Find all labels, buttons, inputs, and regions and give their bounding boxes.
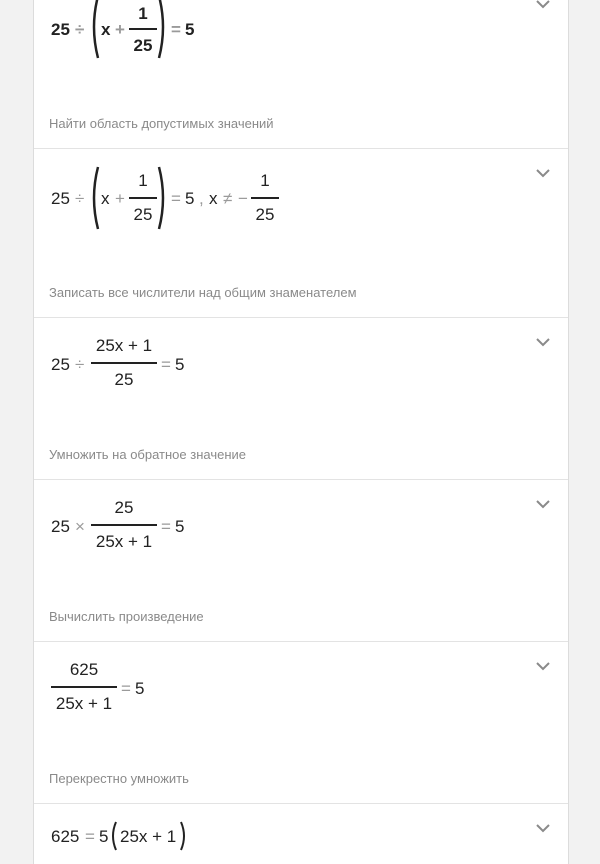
fraction-denominator: 25	[114, 370, 134, 389]
divide-sign: ÷	[75, 189, 85, 208]
step-expression	[51, 496, 351, 556]
dividend: 25	[51, 355, 70, 374]
close-paren	[157, 0, 169, 60]
equals-sign: =	[85, 827, 95, 846]
fraction-denominator: 25x + 1	[55, 694, 113, 713]
fraction	[129, 171, 157, 233]
step-expression	[51, 0, 351, 70]
multiply-sign: ×	[75, 517, 85, 536]
plus-sign: +	[115, 189, 125, 208]
step-expression	[51, 334, 351, 394]
fraction-numerator: 1	[138, 4, 148, 23]
chevron-down-icon[interactable]	[536, 169, 550, 183]
fraction	[91, 336, 157, 394]
solution-step-5[interactable]	[34, 642, 568, 803]
result: 5	[135, 679, 145, 698]
result: 5	[175, 517, 185, 536]
close-paren	[179, 820, 188, 852]
step-hint: Найти область допустимых значений	[49, 116, 274, 131]
variable-x: x	[101, 20, 111, 39]
fraction-numerator: 25	[114, 498, 134, 517]
fraction-denominator: 25x + 1	[95, 532, 153, 551]
equals-sign: =	[161, 355, 171, 374]
equals-sign: =	[161, 517, 171, 536]
chevron-down-icon[interactable]	[536, 824, 550, 838]
dividend: 25	[51, 20, 70, 39]
chevron-down-icon[interactable]	[536, 500, 550, 514]
chevron-down-icon[interactable]	[536, 338, 550, 352]
fraction-numerator: 25x + 1	[95, 336, 153, 355]
inner-expression: 25x + 1	[120, 827, 177, 846]
solution-step-1[interactable]	[34, 0, 568, 148]
step-hint: Вычислить произведение	[49, 609, 204, 624]
result: 5	[185, 20, 195, 39]
constraint-fraction	[251, 171, 279, 233]
fraction	[51, 660, 117, 718]
open-paren	[109, 820, 118, 852]
chevron-down-icon[interactable]	[536, 0, 550, 14]
plus-sign: +	[115, 20, 125, 39]
fraction-numerator: 1	[138, 171, 148, 190]
equals-sign: =	[171, 20, 181, 39]
chevron-down-icon[interactable]	[536, 662, 550, 676]
solution-step-6[interactable]	[34, 804, 568, 864]
fraction-denominator: 25	[255, 205, 275, 224]
fraction-numerator: 625	[69, 660, 99, 679]
solution-steps-panel	[33, 0, 569, 864]
step-expression	[51, 163, 371, 233]
coefficient: 5	[99, 827, 109, 846]
equals-sign: =	[121, 679, 131, 698]
lhs-value: 625	[51, 827, 80, 846]
step-hint: Записать все числители над общим знаменателем	[49, 285, 357, 300]
open-paren	[88, 165, 100, 231]
fraction	[91, 498, 157, 556]
variable-x: x	[101, 189, 110, 208]
multiplicand: 25	[51, 517, 70, 536]
step-hint: Перекрестно умножить	[49, 771, 189, 786]
comma: ,	[199, 189, 204, 208]
open-paren	[88, 0, 100, 60]
fraction-bar	[91, 524, 157, 526]
solution-step-4[interactable]	[34, 480, 568, 641]
divide-sign: ÷	[75, 355, 85, 374]
fraction-numerator: 1	[260, 171, 270, 190]
fraction-denominator: 25	[133, 205, 153, 224]
dividend: 25	[51, 189, 70, 208]
step-expression	[51, 804, 351, 864]
divide-sign: ÷	[75, 20, 85, 39]
result: 5	[175, 355, 185, 374]
not-equal-sign: ≠	[223, 189, 233, 208]
fraction-bar	[251, 197, 279, 199]
equals-sign: =	[171, 189, 181, 208]
step-expression	[51, 658, 351, 718]
minus-sign: −	[238, 189, 248, 208]
fraction	[129, 0, 157, 62]
fraction-bar	[129, 28, 157, 30]
fraction-bar	[129, 197, 157, 199]
step-hint: Умножить на обратное значение	[49, 447, 247, 462]
fraction-bar	[91, 362, 157, 364]
variable-x: x	[209, 189, 218, 208]
result: 5	[185, 189, 195, 208]
fraction-denominator: 25	[133, 36, 153, 55]
solution-step-2[interactable]	[34, 149, 568, 317]
solution-step-3[interactable]	[34, 318, 568, 479]
close-paren	[157, 165, 169, 231]
fraction-bar	[51, 686, 117, 688]
